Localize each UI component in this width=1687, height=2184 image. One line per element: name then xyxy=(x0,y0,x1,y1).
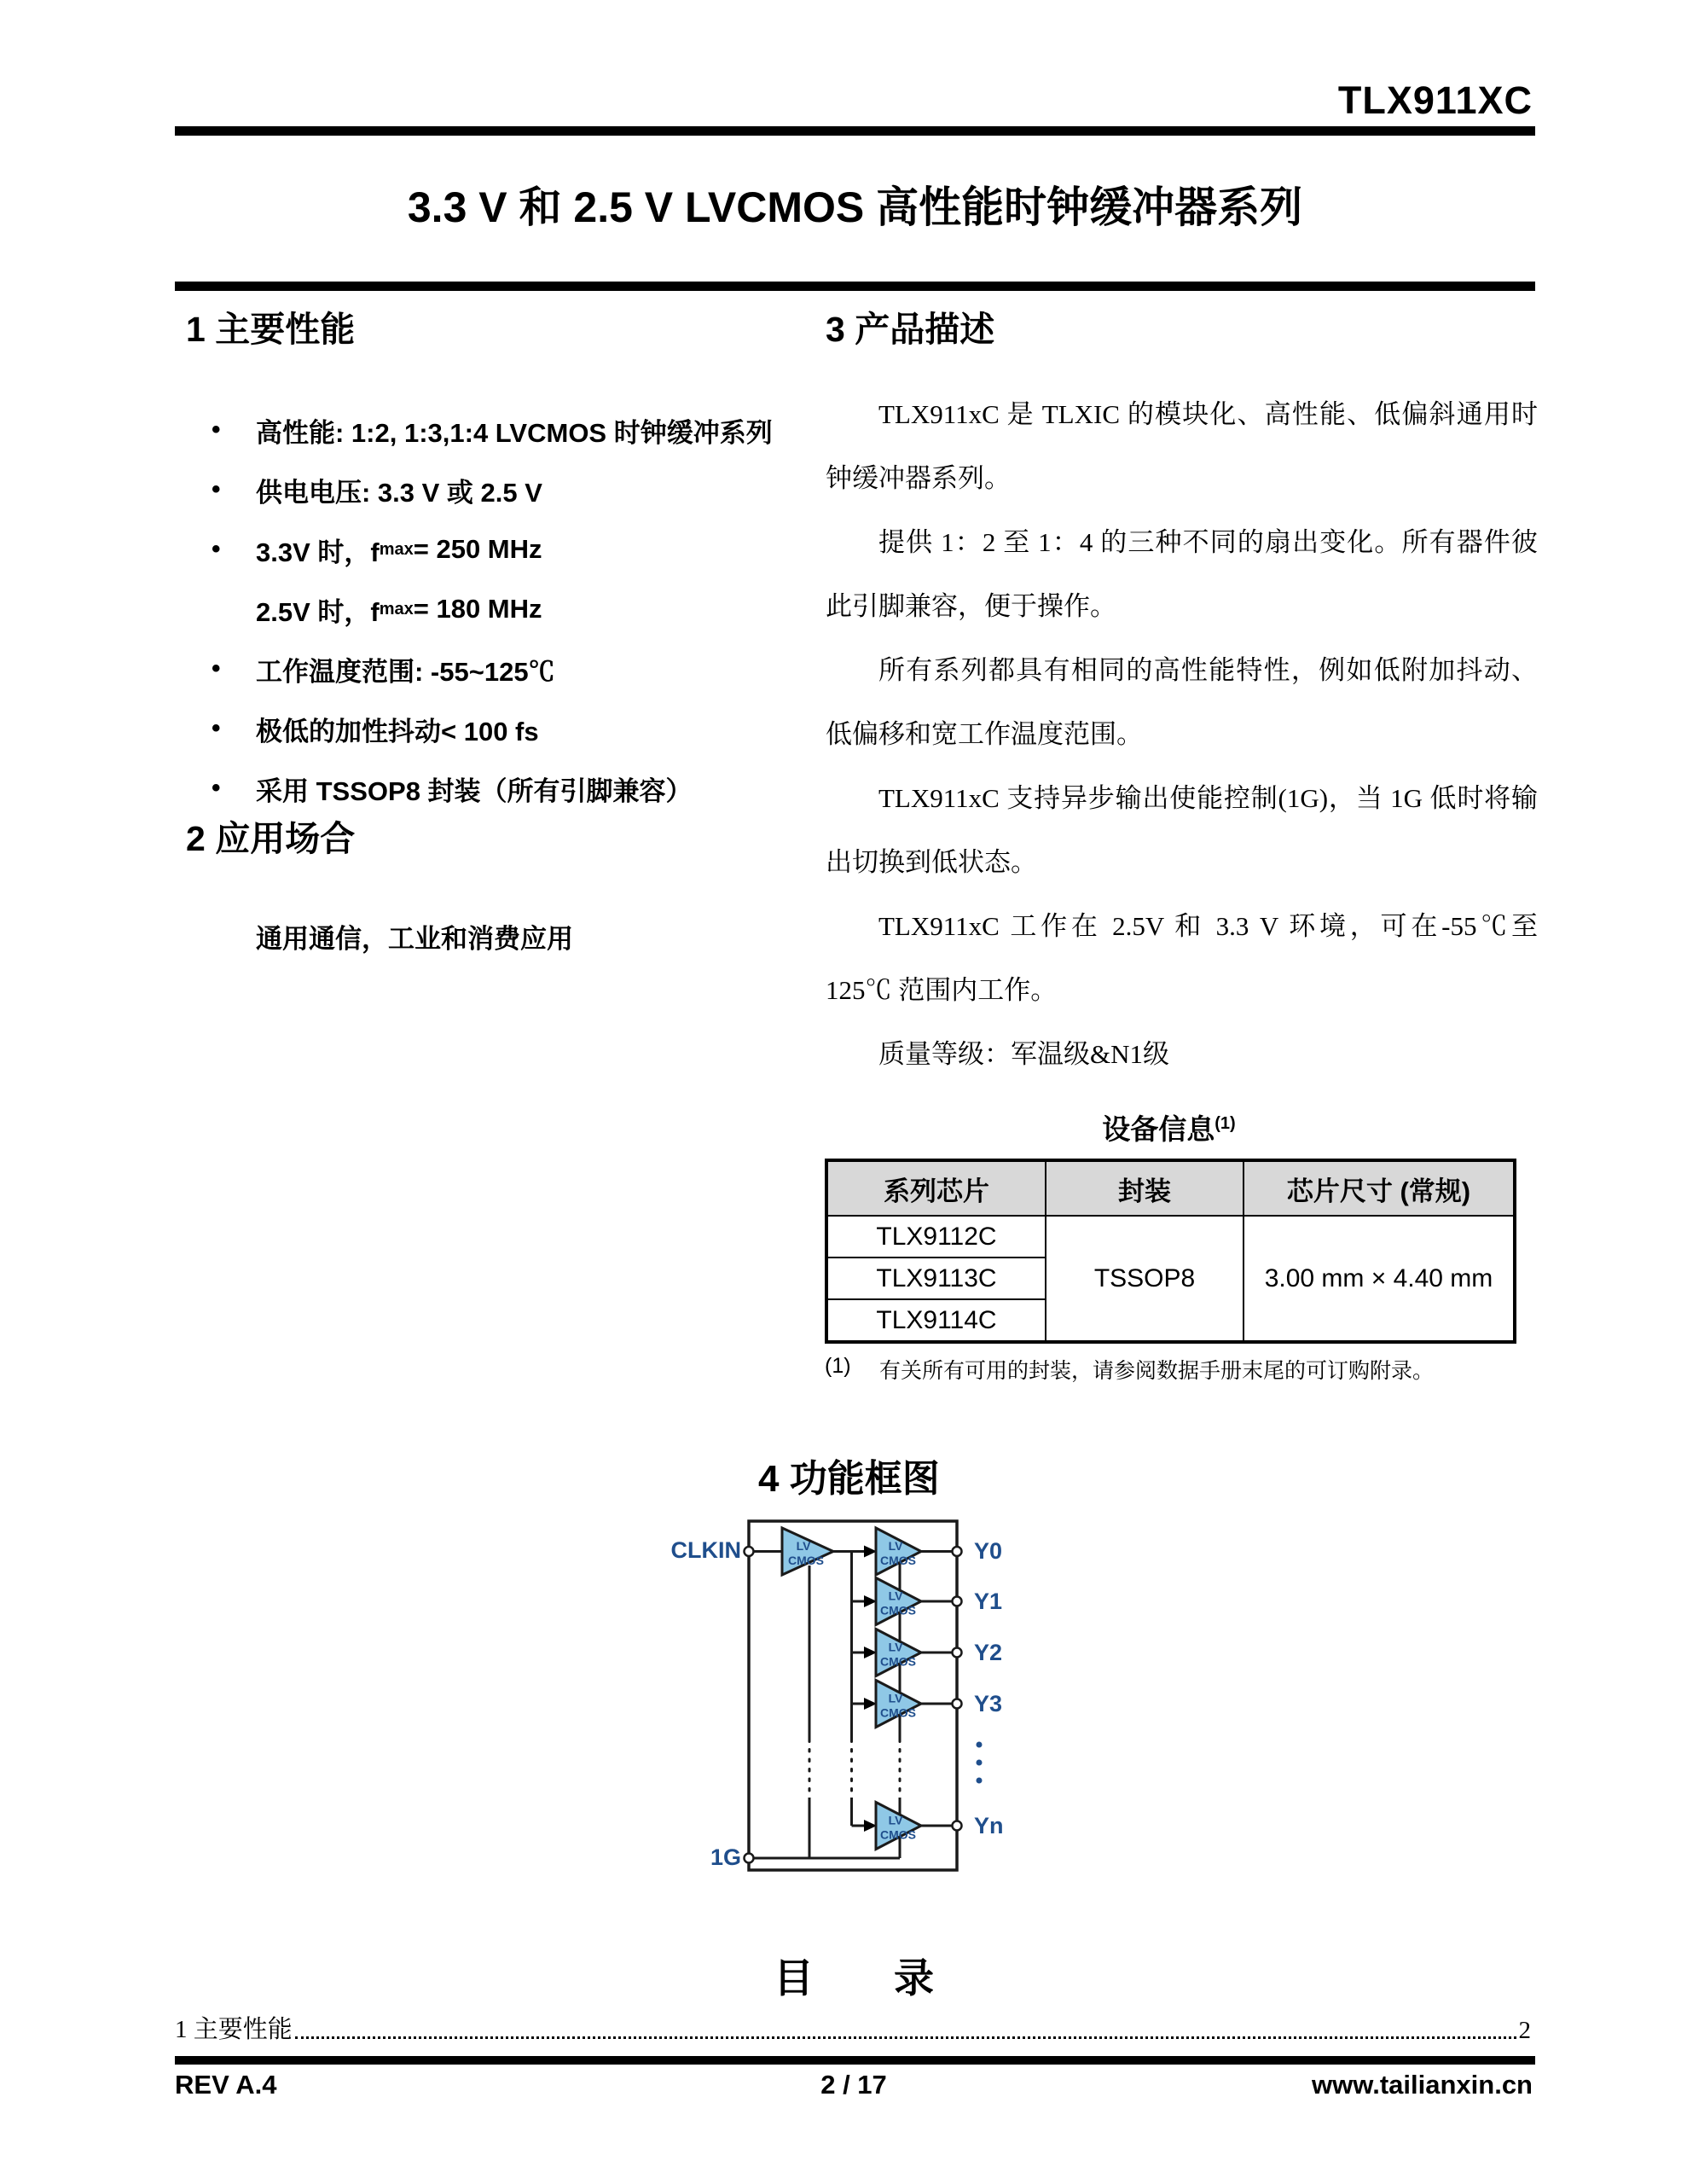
website-label: www.tailianxin.cn xyxy=(1312,2070,1533,2100)
svg-text:CMOS: CMOS xyxy=(880,1705,916,1720)
svg-text:LV: LV xyxy=(888,1589,903,1603)
package-cell: TSSOP8 xyxy=(1046,1216,1244,1342)
paragraph: 所有系列都具有相同的高性能特性，例如低附加抖动、低偏移和宽工作温度范围。 xyxy=(826,655,1538,750)
functional-block-diagram xyxy=(635,1497,1019,1890)
svg-text:LV: LV xyxy=(888,1539,903,1553)
size-cell: 3.00 mm × 4.40 mm xyxy=(1244,1216,1515,1342)
list-item: • 供电电压: 3.3 V 或 2.5 V xyxy=(186,460,813,520)
part-number: TLX911XC xyxy=(1337,78,1533,122)
toc-entry-label: 1 主要性能 xyxy=(175,2016,293,2043)
functional-diagram-heading: 4 功能框图 xyxy=(758,1458,940,1500)
revision-label: REV A.4 xyxy=(175,2070,277,2100)
column-header: 系列芯片 xyxy=(826,1160,1046,1216)
table-footnote: (1) 有关所有可用的封装，请参阅数据手册末尾的可订购附录。 xyxy=(825,1354,1435,1383)
applications-heading: 2 应用场合 xyxy=(186,819,356,859)
footer-rule xyxy=(175,2056,1535,2065)
svg-text:CMOS: CMOS xyxy=(880,1603,916,1618)
svg-text:LV: LV xyxy=(888,1640,903,1654)
svg-text:CMOS: CMOS xyxy=(880,1554,916,1567)
features-heading: 1 主要性能 xyxy=(186,310,356,349)
footer xyxy=(175,2070,1533,2100)
svg-text:LV: LV xyxy=(888,1691,903,1705)
device-info-title: 设备信息$^{(1)}$ xyxy=(1102,1113,1236,1145)
output-label: Y0 xyxy=(974,1538,1003,1564)
toc-leader-dots xyxy=(295,2036,1516,2039)
list-item: • 极低的加性抖动< 100 fs xyxy=(186,699,813,758)
description-paragraphs xyxy=(826,382,1538,1086)
page-title: 3.3 V 和 2.5 V LVCMOS 高性能时钟缓冲器系列 xyxy=(407,183,1303,231)
paragraph: TLX911xC 工作在 2.5V 和 3.3 V 环境，可在-55℃至 125℃ 范围内工作。 xyxy=(826,911,1538,1006)
left-column xyxy=(186,309,813,956)
list-item: 2.5V 时，f max = 180 MHz xyxy=(256,594,542,627)
part-cell: TLX9113C xyxy=(826,1258,1046,1299)
input-buffer-icon xyxy=(782,1528,833,1575)
paragraph: TLX911xC 是 TLXIC 的模块化、高性能、低偏斜通用时钟缓冲器系列。 xyxy=(826,399,1538,494)
device-info-table xyxy=(825,1159,1516,1344)
applications-text: 通用通信，工业和消费应用 xyxy=(256,924,573,955)
part-cell: TLX9114C xyxy=(826,1299,1046,1342)
toc-entry-page: 2 xyxy=(1518,2017,1531,2044)
list-item: • 3.3V 时，f max = 250 MHz xyxy=(186,520,813,579)
title-rule xyxy=(175,282,1535,291)
table-header-row xyxy=(826,1160,1515,1216)
right-column xyxy=(826,309,1538,1086)
paragraph: 提供 1：2 至 1：4 的三种不同的扇出变化。所有器件彼此引脚兼容，便于操作。 xyxy=(826,527,1538,622)
continuation-dots xyxy=(977,1742,983,1784)
svg-text:CMOS: CMOS xyxy=(880,1827,916,1842)
svg-text:CMOS: CMOS xyxy=(788,1554,824,1567)
output-label: Y3 xyxy=(974,1691,1003,1716)
features-list xyxy=(186,400,813,818)
column-header: 封装 xyxy=(1046,1160,1244,1216)
list-item: • 高性能: 1:2, 1:3,1:4 LVCMOS 时钟缓冲系列 xyxy=(186,400,813,460)
device-info-block xyxy=(825,1107,1513,1385)
toc-entry xyxy=(175,2010,1531,2045)
quality-grade: 质量等级：军温级&N1级 xyxy=(878,1039,1169,1070)
output-label: Y2 xyxy=(974,1640,1003,1665)
svg-text:LV: LV xyxy=(888,1813,903,1827)
output-label: Y1 xyxy=(974,1589,1003,1614)
footnote-ref: (1) xyxy=(1215,1114,1236,1133)
description-heading: 3 产品描述 xyxy=(826,310,995,349)
paragraph: TLX911xC 支持异步输出使能控制(1G)，当 1G 低时将输出切换到低状态。 xyxy=(826,783,1538,878)
enable-label: 1G xyxy=(710,1844,741,1870)
output-label: Yn xyxy=(974,1813,1004,1838)
page-number: 2 / 17 xyxy=(820,2070,887,2100)
clkin-label: CLKIN xyxy=(670,1537,741,1563)
list-item: • 采用 TSSOP8 封装（所有引脚兼容） xyxy=(186,758,813,818)
list-item: • 工作温度范围: -55~125℃ xyxy=(186,639,813,699)
toc-heading: 目 录 xyxy=(774,1955,934,2001)
svg-text:LV: LV xyxy=(796,1539,811,1553)
column-header: 芯片尺寸 (常规) xyxy=(1244,1160,1515,1216)
svg-text:CMOS: CMOS xyxy=(880,1654,916,1669)
part-cell: TLX9112C xyxy=(826,1216,1046,1258)
table-row xyxy=(826,1216,1515,1258)
header-rule xyxy=(175,126,1535,136)
